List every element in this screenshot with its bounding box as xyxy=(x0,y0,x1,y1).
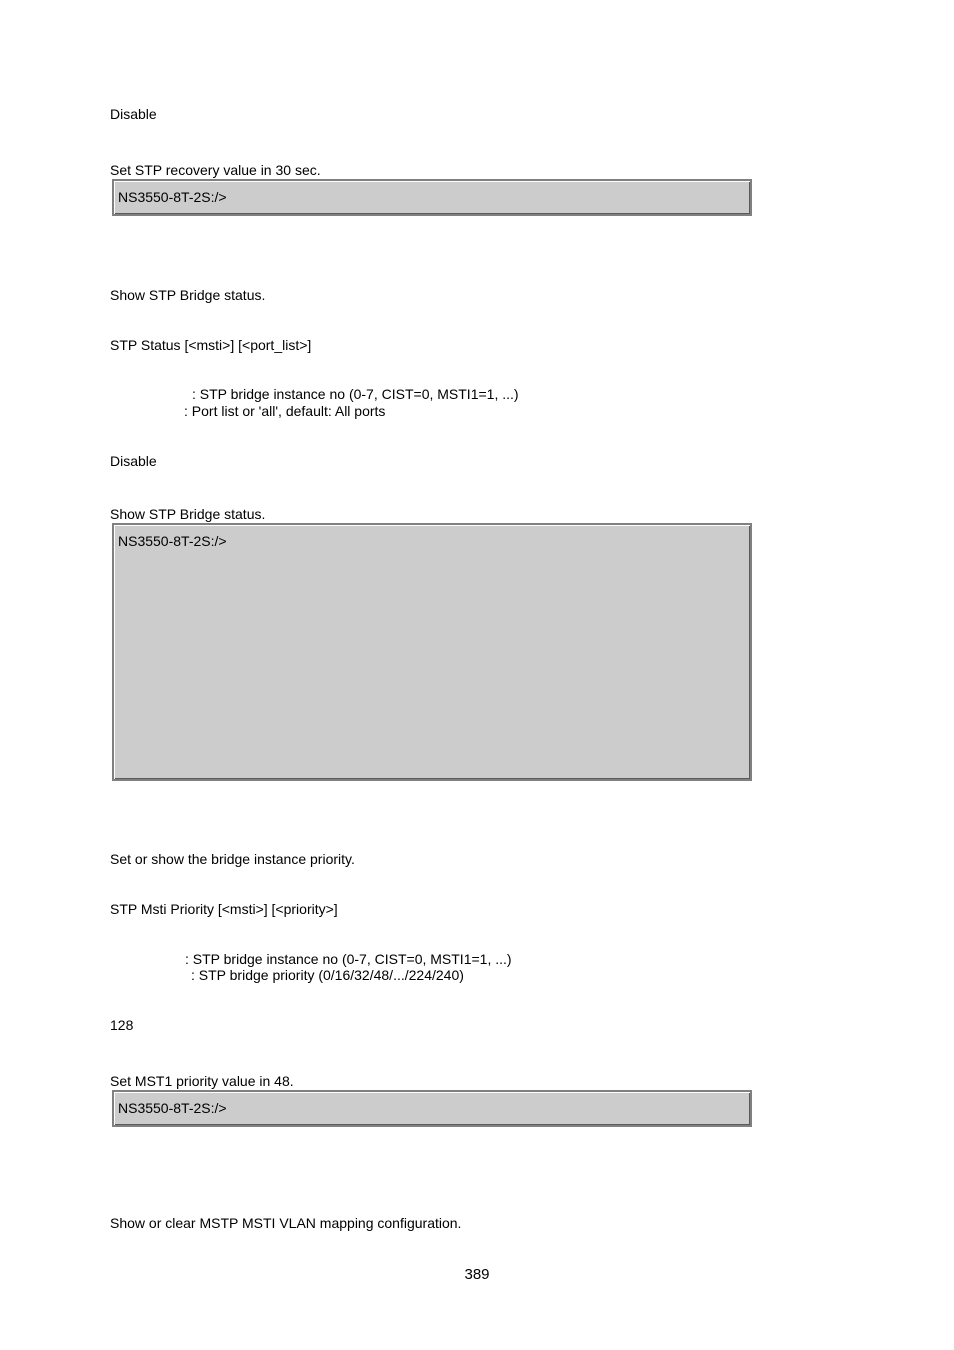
parameter-port-list: : Port list or 'all', default: All ports xyxy=(184,403,386,419)
cli-example-box xyxy=(112,523,752,781)
command-description: Show STP Bridge status. xyxy=(110,287,266,303)
cli-prompt: NS3550-8T-2S:/> xyxy=(118,1100,227,1116)
command-syntax: STP Msti Priority [<msti>] [<priority>] xyxy=(110,901,338,917)
default-value: Disable xyxy=(110,106,157,122)
command-syntax: STP Status [<msti>] [<port_list>] xyxy=(110,337,312,353)
example-description: Show STP Bridge status. xyxy=(110,506,266,522)
cli-prompt: NS3550-8T-2S:/> xyxy=(118,189,227,205)
example-description: Set MST1 priority value in 48. xyxy=(110,1073,294,1089)
parameter-priority: : STP bridge priority (0/16/32/48/.../224/240) xyxy=(191,967,464,983)
cli-example-box xyxy=(112,1090,752,1127)
default-value: 128 xyxy=(110,1017,134,1033)
page-number: 389 xyxy=(464,1266,490,1283)
parameter-msti: : STP bridge instance no (0-7, CIST=0, MSTI1=1, ...) xyxy=(185,951,512,967)
command-description: Set or show the bridge instance priority. xyxy=(110,851,355,867)
cli-prompt: NS3550-8T-2S:/> xyxy=(118,533,227,549)
default-value: Disable xyxy=(110,453,157,469)
cli-example-box xyxy=(112,179,752,216)
command-description: Show or clear MSTP MSTI VLAN mapping configuration. xyxy=(110,1215,462,1231)
example-description: Set STP recovery value in 30 sec. xyxy=(110,162,321,178)
parameter-msti: : STP bridge instance no (0-7, CIST=0, MSTI1=1, ...) xyxy=(192,386,519,402)
